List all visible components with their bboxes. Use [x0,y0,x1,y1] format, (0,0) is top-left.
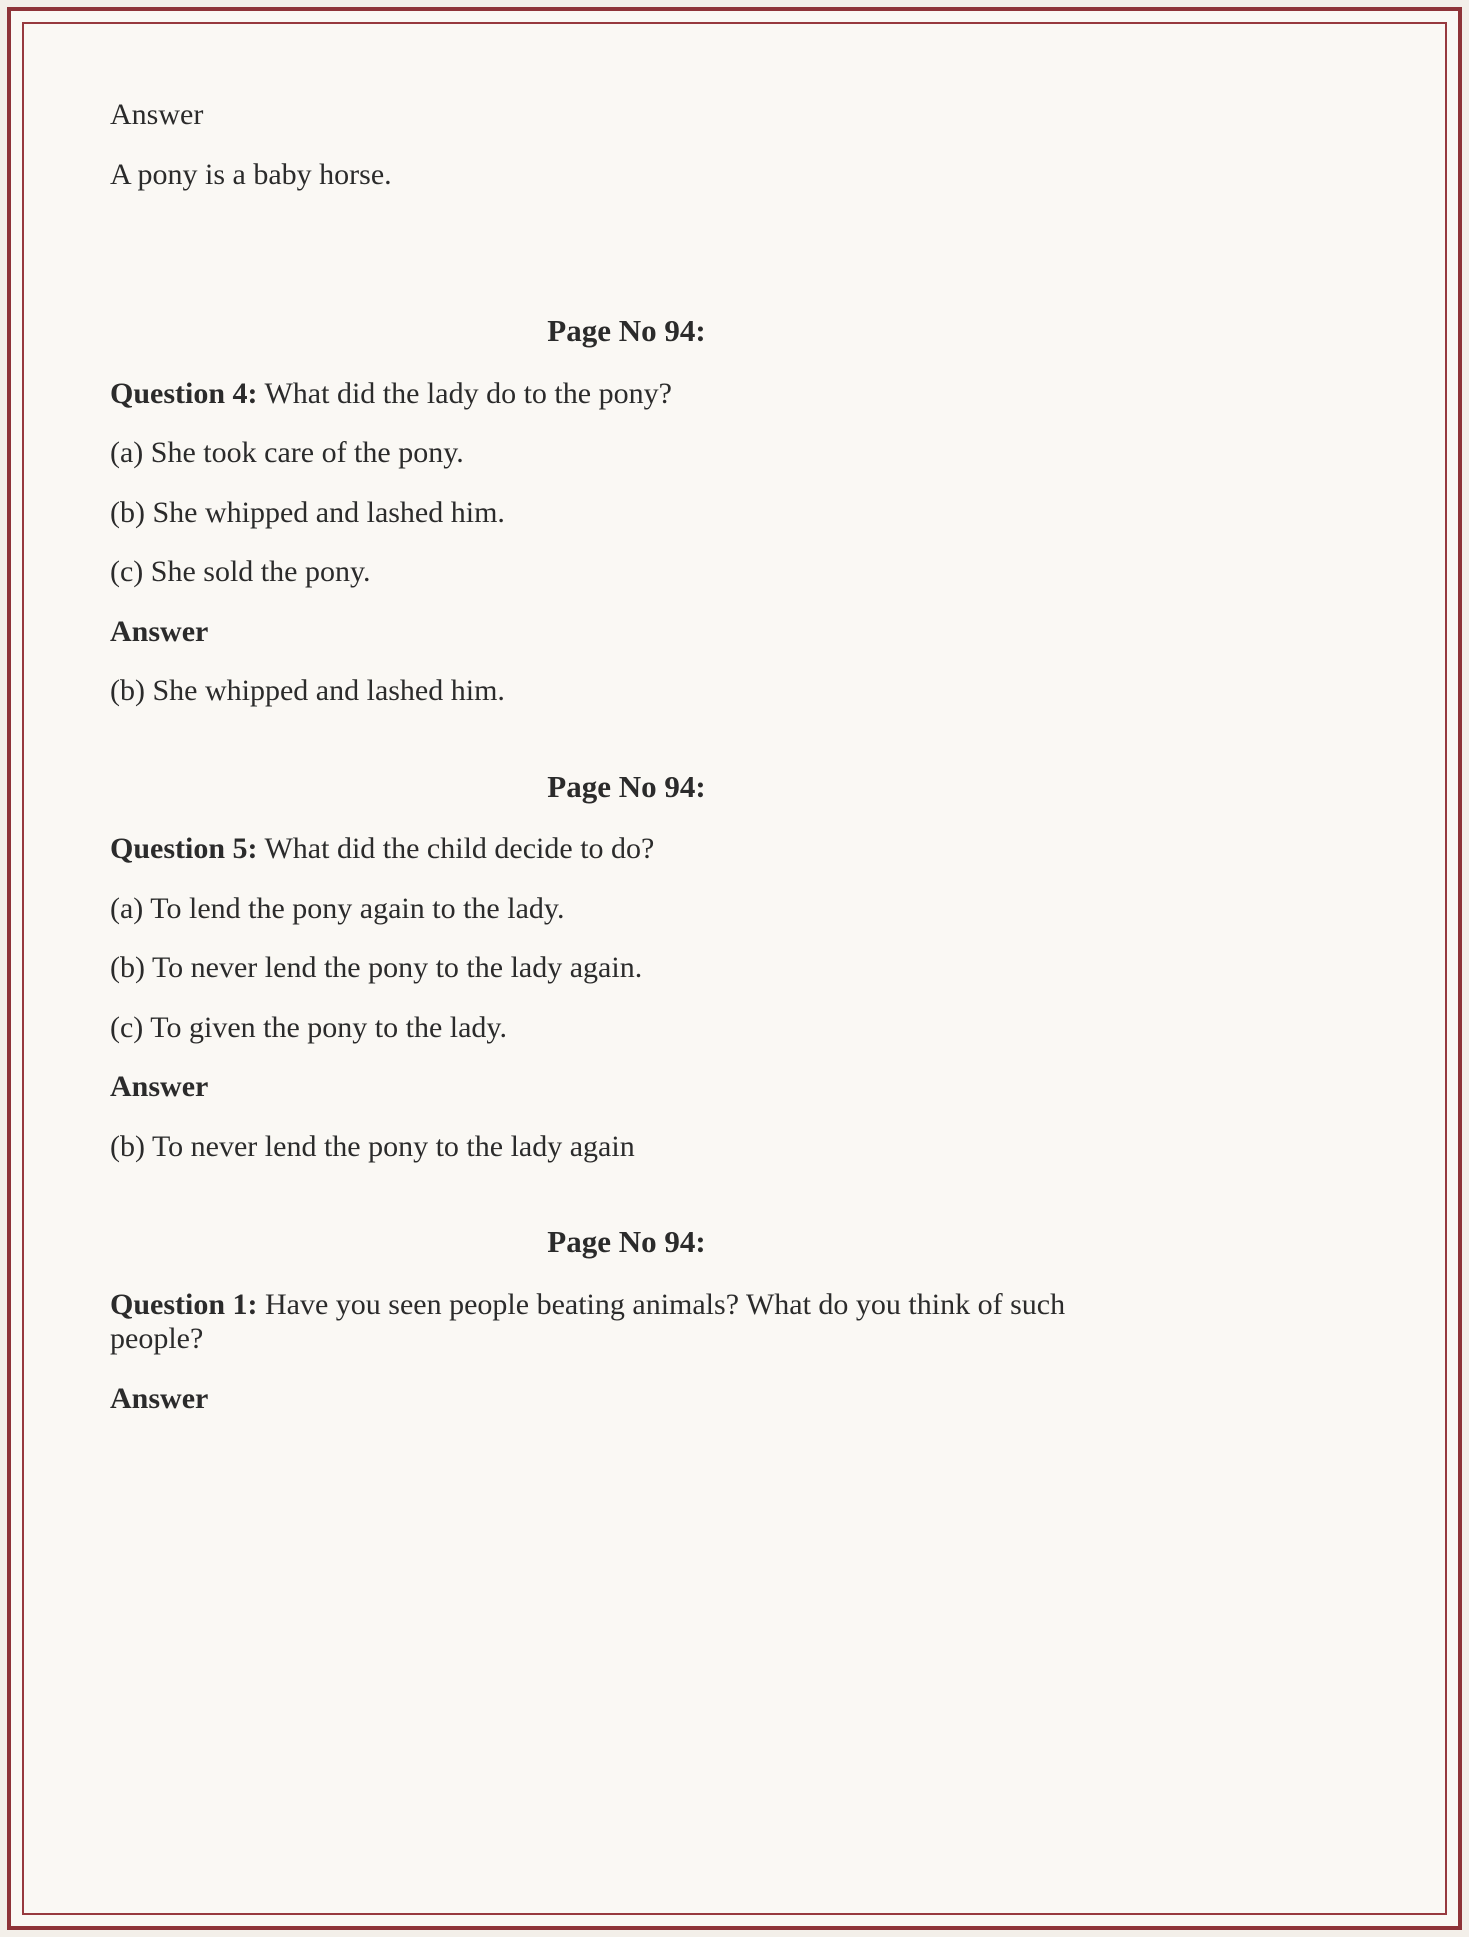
question-line [110,832,1143,867]
answer-label: Answer [110,1070,209,1104]
question-label: Question 1: [110,1287,258,1321]
option-a: (a) To lend the pony again to the lady. [110,891,565,925]
question-line [110,377,1143,412]
question-text: What did the child decide to do? [264,832,655,866]
question-line [110,1288,1143,1357]
spacer [110,217,1143,253]
option-c: (c) To given the pony to the lady. [110,1010,507,1044]
question-text: Have you seen people beating animals? What do you think of such people? [110,1287,1066,1356]
answer-label: Answer [110,1381,209,1415]
question-label: Question 5: [110,832,258,866]
option-a: (a) She took care of the pony. [110,436,464,470]
intro-answer-text: A pony is a baby horse. [110,157,392,191]
answer-text: (b) She whipped and lashed him. [110,674,505,708]
intro-answer-label: Answer [110,98,204,131]
question-label: Question 4: [110,376,258,410]
option-c: (c) She sold the pony. [110,555,371,589]
answer-text: (b) To never lend the pony to the lady again [110,1129,635,1163]
answer-label: Answer [110,614,209,648]
question-text: What did the lady do to the pony? [264,376,672,410]
page-heading: Page No 94: [547,768,706,804]
document-page [26,26,1443,1911]
option-b: (b) She whipped and lashed him. [110,495,505,529]
page-heading: Page No 94: [547,1224,706,1260]
option-b: (b) To never lend the pony to the lady again. [110,951,643,985]
page-heading: Page No 94: [547,313,706,348]
